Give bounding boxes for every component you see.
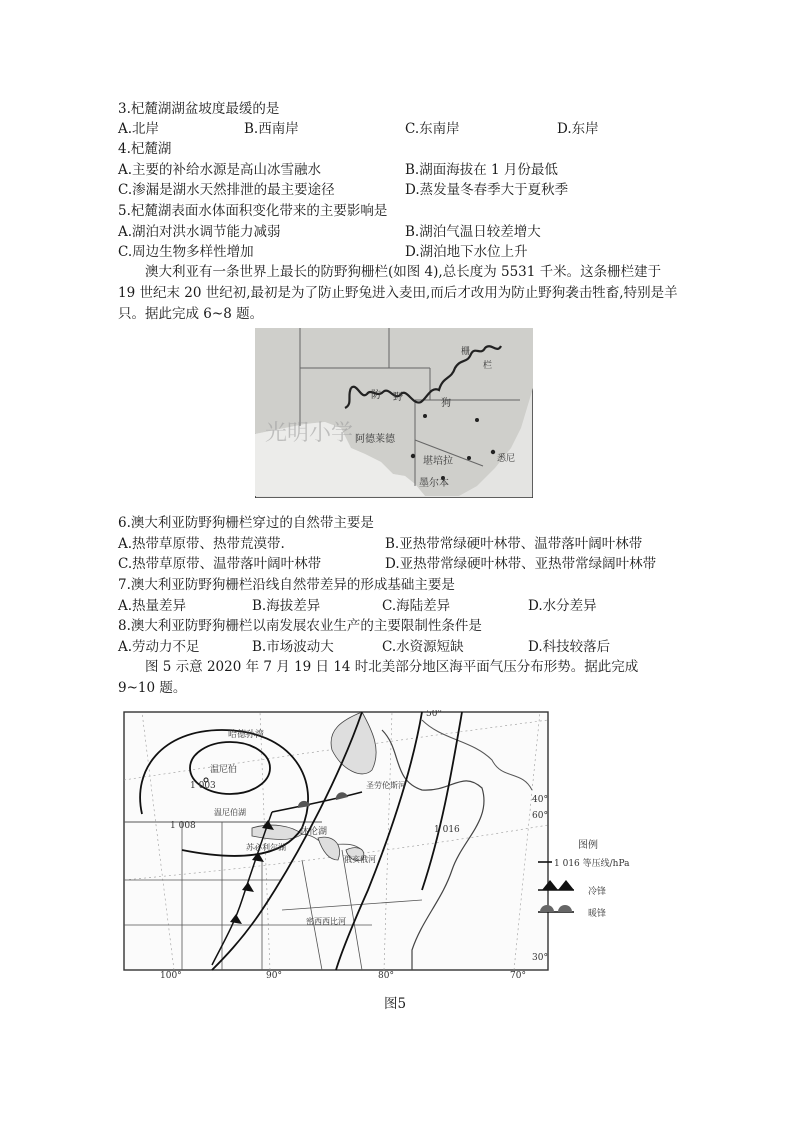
pressure-map-svg xyxy=(122,710,678,980)
q5-stem: 5.杞麓湖表面水体面积变化带来的主要影响是 xyxy=(118,203,388,219)
q7-option-a: A.热量差异 xyxy=(118,598,187,614)
australia-map-svg xyxy=(255,328,533,498)
q5-option-a: A.湖泊对洪水调节能力减弱 xyxy=(118,224,281,240)
label-ye: 野 xyxy=(393,392,403,403)
q4-option-d: D.蒸发量冬春季大于夏秋季 xyxy=(405,182,569,198)
q7-option-c: C.海陆差异 xyxy=(382,598,451,614)
intro-questions-9-10: 图 5 示意 2020 年 7 月 19 日 14 时北美部分地区海平面气压分布形势。据此完成 9~10 题。 xyxy=(118,659,639,696)
q7-option-b: B.海拔差异 xyxy=(252,598,321,614)
q7-stem: 7.澳大利亚防野狗栅栏沿线自然带差异的形成基础主要是 xyxy=(118,577,455,593)
legend-warm-front: 暖锋 xyxy=(588,909,607,919)
q5-option-c: C.周边生物多样性增加 xyxy=(118,244,254,260)
lon-80: 80° xyxy=(378,971,394,980)
q5-option-b: B.湖泊气温日较差增大 xyxy=(405,224,541,240)
q6-option-c: C.热带草原带、温带落叶阔叶林带 xyxy=(118,556,322,572)
q3-option-a: A.北岸 xyxy=(118,121,160,137)
watermark: 光明小学 xyxy=(265,421,354,446)
legend-cold-front: 冷锋 xyxy=(588,887,607,897)
figure-4-australia-map xyxy=(255,328,533,498)
label-hudson: 哈德孙湾 xyxy=(228,730,265,740)
q3-option-b: B.西南岸 xyxy=(244,121,299,137)
q3-option-d: D.东岸 xyxy=(557,121,599,137)
lat-50: 50° xyxy=(426,710,442,719)
label-lan: 栏 xyxy=(483,361,493,371)
legend-title: 图例 xyxy=(578,840,598,851)
q8-stem: 8.澳大利亚防野狗栅栏以南发展农业生产的主要限制性条件是 xyxy=(118,618,482,634)
isobar-1008: 1 008 xyxy=(170,821,196,831)
figure-5-pressure-map xyxy=(122,710,678,980)
label-gou: 狗 xyxy=(441,398,451,409)
label-mississippi: 密西西比河 xyxy=(306,917,346,926)
label-adelaide: 阿德莱德 xyxy=(355,434,395,445)
q4-option-c: C.渗漏是湖水天然排泄的最主要途径 xyxy=(118,182,335,198)
q8-option-b: B.市场波动大 xyxy=(252,639,334,655)
isobar-1003: 1 003 xyxy=(190,781,216,791)
lon-60: 60° xyxy=(532,811,548,821)
lon-100: 100° xyxy=(160,971,182,980)
lon-70: 70° xyxy=(510,971,526,980)
q7-option-d: D.水分差异 xyxy=(528,598,597,614)
label-huron: 休伦湖 xyxy=(300,827,328,837)
label-lake-superior: 苏必利尔湖 xyxy=(246,843,286,852)
lat-40: 40° xyxy=(532,795,548,805)
label-sydney: 悉尼 xyxy=(497,454,516,464)
q4-option-b: B.湖面海拔在 1 月份最低 xyxy=(405,162,558,178)
label-canberra: 堪培拉 xyxy=(423,456,453,467)
q6-stem: 6.澳大利亚防野狗栅栏穿过的自然带主要是 xyxy=(118,515,374,531)
figure-5-caption: 图5 xyxy=(384,996,407,1012)
label-zha: 栅 xyxy=(461,347,471,357)
q8-option-d: D.科技较落后 xyxy=(528,639,611,655)
q3-option-c: C.东南岸 xyxy=(405,121,460,137)
lat-30: 30° xyxy=(532,953,548,963)
q8-option-c: C.水资源短缺 xyxy=(382,639,464,655)
label-winnipeg: 温尼伯 xyxy=(210,765,238,775)
legend-isobar: 1 016 等压线/hPa xyxy=(554,859,630,869)
q6-option-b: B.亚热带常绿硬叶林带、温带落叶阔叶林带 xyxy=(385,536,643,552)
q8-option-a: A.劳动力不足 xyxy=(118,639,200,655)
label-fang: 防 xyxy=(371,390,381,401)
q4-stem: 4.杞麓湖 xyxy=(118,141,172,157)
lon-90: 90° xyxy=(266,971,282,980)
label-ohio: 俄亥俄河 xyxy=(344,855,376,864)
isobar-1016: 1 016 xyxy=(434,825,460,835)
label-st-lawrence: 圣劳伦斯河 xyxy=(366,781,406,790)
label-lake-winnipeg: 温尼伯湖 xyxy=(214,808,246,817)
q6-option-d: D.亚热带常绿硬叶林带、亚热带常绿阔叶林带 xyxy=(385,556,657,572)
intro-questions-6-8: 澳大利亚有一条世界上最长的防野狗栅栏(如图 4),总长度为 5531 千米。这条栅栏建于 19 世纪末 20 世纪初,最初是为了防止野兔进入麦田,而后才改用为防止野狗袭击牲畜,特别是羊只。据此完成 6~8 题。 xyxy=(118,264,678,322)
q6-option-a: A.热带草原带、热带荒漠带. xyxy=(118,536,285,552)
label-melbourne: 墨尔本 xyxy=(419,478,449,489)
q4-option-a: A.主要的补给水源是高山冰雪融水 xyxy=(118,162,322,178)
q5-option-d: D.湖泊地下水位上升 xyxy=(405,244,528,260)
q3-stem: 3.杞麓湖湖盆坡度最缓的是 xyxy=(118,101,280,117)
